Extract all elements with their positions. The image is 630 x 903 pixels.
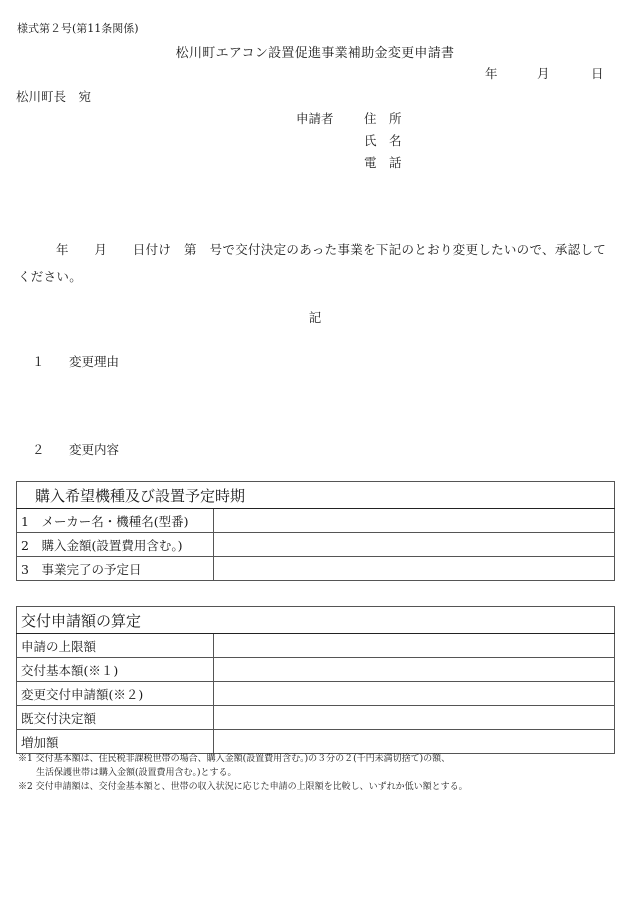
- upper-limit-label: 申請の上限額: [17, 634, 214, 658]
- table-row: [17, 634, 615, 658]
- maker-model-field[interactable]: [214, 509, 615, 533]
- date-year: 年: [485, 66, 498, 81]
- purchase-plan-header: 購入希望機種及び設置予定時期: [17, 482, 615, 509]
- base-amount-field[interactable]: [214, 658, 615, 682]
- purchase-plan-table: [16, 481, 615, 581]
- already-decided-field[interactable]: [214, 706, 615, 730]
- table-row: [17, 533, 615, 557]
- table-row: [17, 509, 615, 533]
- completion-date-label: 3 事業完了の予定日: [17, 557, 214, 581]
- table-row: [17, 658, 615, 682]
- table-row: [17, 557, 615, 581]
- grant-calculation-table: [16, 606, 615, 754]
- table-row: [17, 706, 615, 730]
- applicant-phone-label: 電 話: [364, 155, 402, 170]
- item-1-number: １: [32, 354, 45, 369]
- maker-model-label: 1 メーカー名・機種名(型番): [17, 509, 214, 533]
- already-decided-label: 既交付決定額: [17, 706, 214, 730]
- applicant-address-label: 住 所: [364, 111, 402, 126]
- changed-amount-label: 変更交付申請額(※２): [17, 682, 214, 706]
- grant-calculation-header: 交付申請額の算定: [17, 607, 615, 634]
- purchase-amount-field[interactable]: [214, 533, 615, 557]
- increase-amount-label: 増加額: [17, 730, 214, 754]
- form-number: 様式第２号(第11条関係): [17, 22, 139, 35]
- purchase-amount-label: 2 購入金額(設置費用含む。): [17, 533, 214, 557]
- table-row: [17, 730, 615, 754]
- applicant-label: 申請者: [296, 111, 334, 126]
- upper-limit-field[interactable]: [214, 634, 615, 658]
- item-2-label: 変更内容: [69, 442, 120, 457]
- increase-amount-field[interactable]: [214, 730, 615, 754]
- footnote-1: ※1 交付基本額は、住民税非課税世帯の場合、購入金額(設置費用含む。)の３分の２(千円未満切捨て)の額、: [18, 754, 451, 764]
- body-paragraph: 年 月 日付け 第 号で交付決定のあった事業を下記のとおり変更したいので、承認してください。: [18, 242, 607, 284]
- footnote-2: ※2 交付申請額は、交付金基本額と、世帯の収入状況に応じた申請の上限額を比較し、いずれか低い額とする。: [18, 782, 468, 792]
- base-amount-label: 交付基本額(※１): [17, 658, 214, 682]
- addressee: 松川町長 宛: [16, 89, 92, 104]
- changed-amount-field[interactable]: [214, 682, 615, 706]
- date-month: 月: [537, 66, 550, 81]
- item-2-number: ２: [32, 442, 45, 457]
- table-row: [17, 682, 615, 706]
- document-title: 松川町エアコン設置促進事業補助金変更申請書: [175, 46, 455, 61]
- item-1-label: 変更理由: [69, 354, 120, 369]
- footnote-1-cont: 生活保護世帯は購入金額(設置費用含む。)とする。: [18, 768, 237, 778]
- applicant-name-label: 氏 名: [364, 133, 402, 148]
- date-day: 日: [591, 66, 604, 81]
- ki-heading: 記: [308, 310, 322, 325]
- completion-date-field[interactable]: [214, 557, 615, 581]
